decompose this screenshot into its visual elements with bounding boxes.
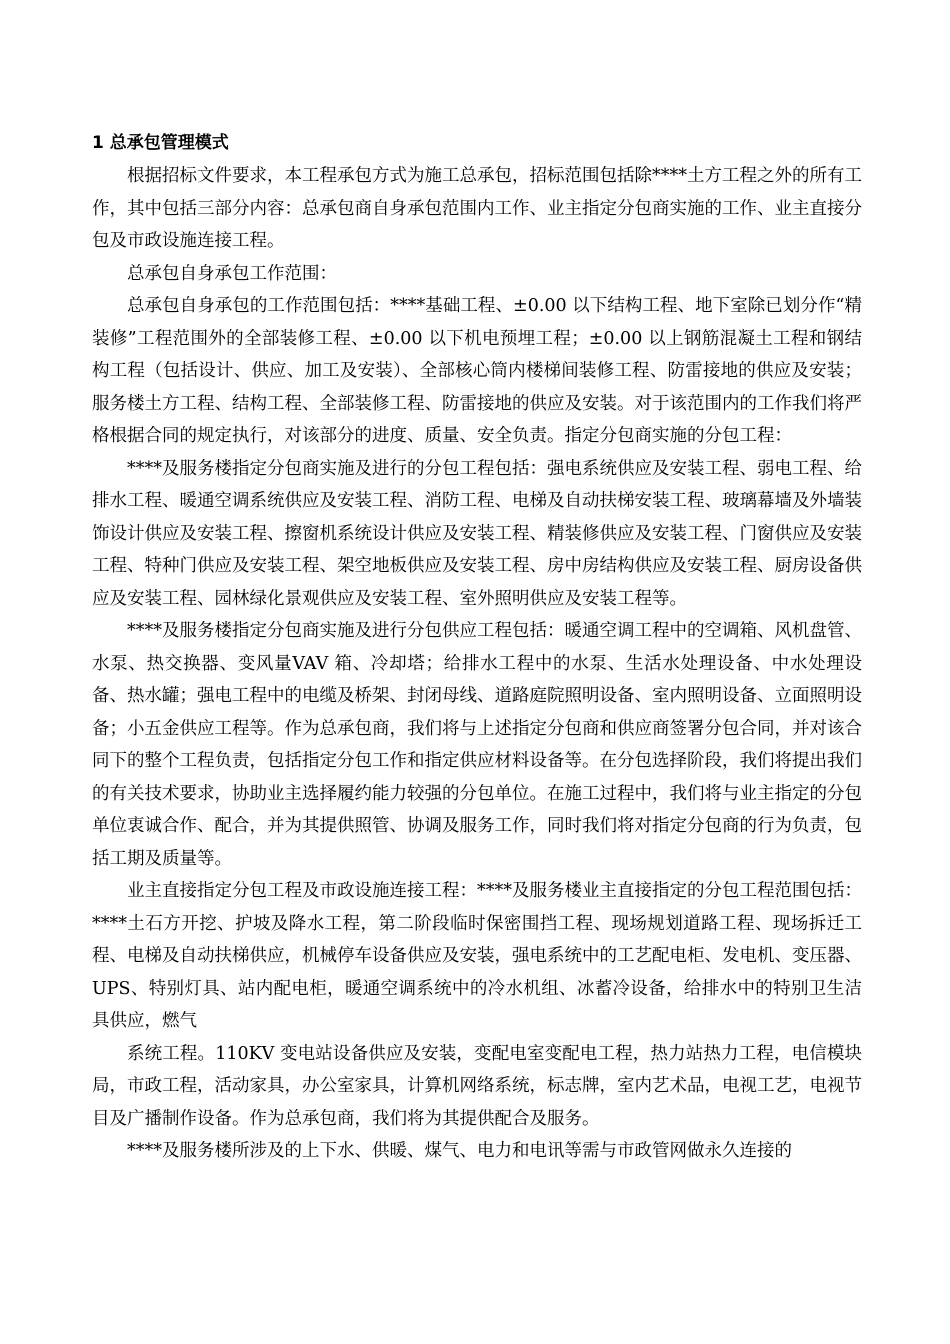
section-heading: 1 总承包管理模式 — [92, 133, 229, 153]
paragraph-self-scope-title: 总承包自身承包工作范围： — [127, 263, 337, 284]
paragraph-designated-subcontract: ****及服务楼指定分包商实施及进行的分包工程包括：强电系统供应及安装工程、弱电工程、给排水工程、暖通空调系统供应及安装工程、消防工程、电梯及自动扶梯安装工程、玻璃幕墙及外墙装饰设计供应及安装工程、擦窗机系统设计供应及安装工程、精装修供应及安装工程、门窗供应及安装工程、特种门供应及安装工程、架空地板供应及安装工程、房中房结构供应及安装工程、厨房设备供应及安装工程、园林绿化景观供应及安装工程、室外照明供应及安装工程等。 — [92, 458, 862, 609]
paragraph-municipal-connection: ****及服务楼所涉及的上下水、供暖、煤气、电力和电讯等需与市政管网做永久连接的 — [127, 1141, 792, 1161]
paragraph-designated-supply: ****及服务楼指定分包商实施及进行分包供应工程包括：暖通空调工程中的空调箱、风机盘管、水泵、热交换器、变风量VAV 箱、冷却塔；给排水工程中的水泵、生活水处理设备、中水处理设备、热水罐；强电工程中的电缆及桥架、封闭母线、道路庭院照明设备、室内照明设备、立面照明设备；小五金供应工程等。作为总承包商，我们将与上述指定分包商和供应商签署分包合同，并对该合同下的整个工程负责，包括指定分包工作和指定供应材料设备等。在分包选择阶段，我们将提出我们的有关技术要求，协助业主选择履约能力较强的分包单位。在施工过程中，我们将与业主指定的分包单位衷诚合作、配合，并为其提供照管、协调及服务工作，同时我们将对指定分包商的行为负责，包括工期及质量等。 — [92, 621, 862, 869]
document-body — [92, 130, 862, 1168]
paragraph-owner-direct-subcontract: 业主直接指定分包工程及市政设施连接工程：****及服务楼业主直接指定的分包工程范围包括：****土石方开挖、护坡及降水工程，第二阶段临时保密围挡工程、现场规划道路工程、现场拆迁工程、电梯及自动扶梯供应，机械停车设备供应及安装，强电系统中的工艺配电柜、发电机、变压器、UPS、特别灯具、站内配电柜，暖通空调系统中的冷水机组、冰蓄冷设备，给排水中的特别卫生洁具供应，燃气 — [92, 881, 862, 1031]
paragraph-system-works: 系统工程。110KV 变电站设备供应及安装，变配电室变配电工程，热力站热力工程，电信模块局，市政工程，活动家具，办公室家具，计算机网络系统，标志牌，室内艺术品，电视工艺，电视节目及广播制作设备。作为总承包商，我们将为其提供配合及服务。 — [92, 1043, 862, 1129]
paragraph-tender-scope: 根据招标文件要求，本工程承包方式为施工总承包，招标范围包括除****土方工程之外的所有工作，其中包括三部分内容：总承包商自身承包范围内工作、业主指定分包商实施的工作、业主直接分包及市政设施连接工程。 — [92, 166, 862, 251]
paragraph-self-scope: 总承包自身承包的工作范围包括：****基础工程、±0.00 以下结构工程、地下室除已划分作“精装修”工程范围外的全部装修工程、±0.00 以下机电预埋工程；±0.00 以上钢筋混凝土工程和钢结构工程（包括设计、供应、加工及安装）、全部核心筒内楼梯间装修工程、防雷接地的供应及安装；服务楼土方工程、结构工程、全部装修工程、防雷接地的供应及安装。对于该范围内的工作我们将严格根据合同的规定执行，对该部分的进度、质量、安全负责。指定分包商实施的分包工程： — [92, 296, 862, 446]
